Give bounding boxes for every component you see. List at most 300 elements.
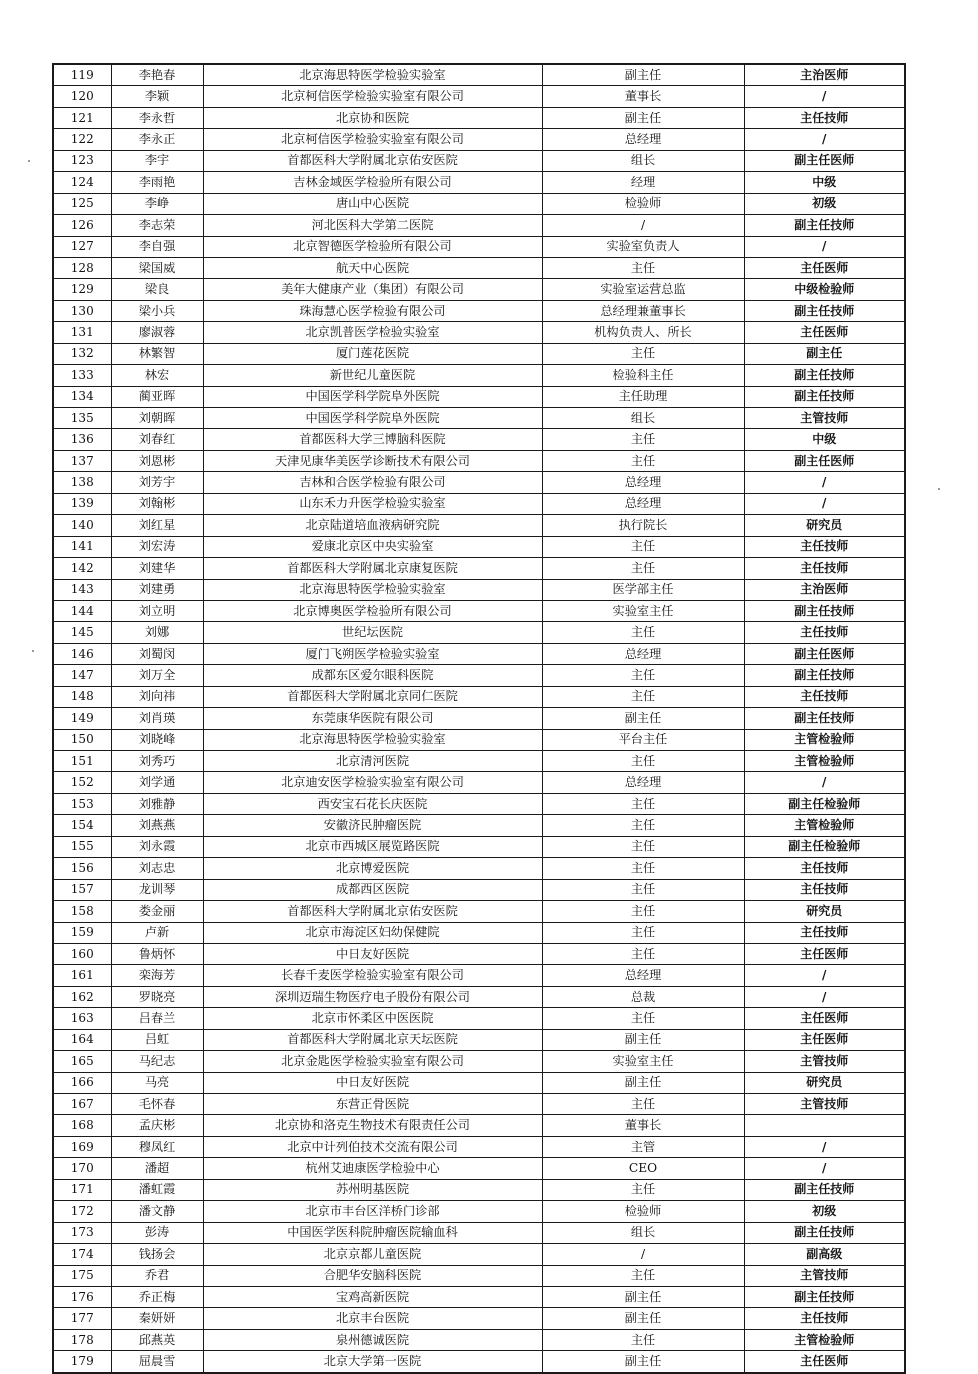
table-row (53, 493, 905, 514)
title-cell: 主治医师 (744, 579, 905, 600)
title-cell: 主任技师 (744, 536, 905, 557)
person-name-cell: 刘燕燕 (111, 815, 203, 836)
organization-cell: 泉州德诚医院 (203, 1329, 542, 1350)
title-cell: / (744, 129, 905, 150)
title-cell: 副主任医师 (744, 450, 905, 471)
table-row (53, 343, 905, 364)
row-number-cell: 137 (53, 450, 111, 471)
position-cell: 副主任 (542, 1351, 744, 1373)
person-name-cell: 孟庆彬 (111, 1115, 203, 1136)
position-cell: 总经理 (542, 129, 744, 150)
person-name-cell: 罗晓亮 (111, 986, 203, 1007)
organization-cell: 苏州明基医院 (203, 1179, 542, 1200)
person-name-cell: 刘芳宇 (111, 472, 203, 493)
position-cell: 主任 (542, 1265, 744, 1286)
table-row (53, 1008, 905, 1029)
person-name-cell: 刘立明 (111, 600, 203, 621)
table-row (53, 386, 905, 407)
row-number-cell: 166 (53, 1072, 111, 1093)
person-name-cell: 刘学通 (111, 772, 203, 793)
organization-cell: 中国医学医科院肿瘤医院输血科 (203, 1222, 542, 1243)
position-cell: 总裁 (542, 986, 744, 1007)
table-row (53, 836, 905, 857)
person-name-cell: 刘永霞 (111, 836, 203, 857)
table-row (53, 86, 905, 107)
table-row (53, 536, 905, 557)
title-cell: 主任技师 (744, 686, 905, 707)
title-cell: 副主任技师 (744, 600, 905, 621)
title-cell: 副主任 (744, 343, 905, 364)
row-number-cell: 134 (53, 386, 111, 407)
position-cell: 主任 (542, 665, 744, 686)
organization-cell: 天津见康华美医学诊断技术有限公司 (203, 450, 542, 471)
title-cell: 主任技师 (744, 922, 905, 943)
person-name-cell: 乔正梅 (111, 1286, 203, 1307)
row-number-cell: 153 (53, 793, 111, 814)
table-row (53, 858, 905, 879)
organization-cell: 唐山中心医院 (203, 193, 542, 214)
person-name-cell: 卢新 (111, 922, 203, 943)
title-cell: 副主任技师 (744, 386, 905, 407)
organization-cell: 山东禾力升医学检验实验室 (203, 493, 542, 514)
organization-cell: 北京京都儿童医院 (203, 1244, 542, 1265)
table-row (53, 257, 905, 278)
row-number-cell: 151 (53, 751, 111, 772)
position-cell: 主任 (542, 1179, 744, 1200)
position-cell: 副主任 (542, 708, 744, 729)
position-cell: 总经理 (542, 472, 744, 493)
table-row (53, 236, 905, 257)
organization-cell: 北京清河医院 (203, 751, 542, 772)
organization-cell: 北京市海淀区妇幼保健院 (203, 922, 542, 943)
position-cell: 副主任 (542, 1286, 744, 1307)
row-number-cell: 140 (53, 515, 111, 536)
organization-cell: 北京市西城区展览路医院 (203, 836, 542, 857)
row-number-cell: 124 (53, 172, 111, 193)
person-name-cell: 刘宏涛 (111, 536, 203, 557)
title-cell: 副主任技师 (744, 300, 905, 321)
row-number-cell: 126 (53, 215, 111, 236)
organization-cell: 北京博奥医学检验所有限公司 (203, 600, 542, 621)
organization-cell: 北京海思特医学检验实验室 (203, 64, 542, 86)
row-number-cell: 172 (53, 1201, 111, 1222)
table-row (53, 708, 905, 729)
row-number-cell: 128 (53, 257, 111, 278)
row-number-cell: 174 (53, 1244, 111, 1265)
person-name-cell: 李永正 (111, 129, 203, 150)
position-cell: 主任 (542, 879, 744, 900)
table-row (53, 279, 905, 300)
table-row (53, 472, 905, 493)
title-cell: / (744, 772, 905, 793)
organization-cell: 中日友好医院 (203, 943, 542, 964)
position-cell: 检验师 (542, 1201, 744, 1222)
table-row (53, 772, 905, 793)
title-cell: 中级 (744, 429, 905, 450)
table-row (53, 1286, 905, 1307)
title-cell: 中级 (744, 172, 905, 193)
organization-cell: 北京大学第一医院 (203, 1351, 542, 1373)
person-name-cell: 林宏 (111, 365, 203, 386)
organization-cell: 北京智德医学检验所有限公司 (203, 236, 542, 257)
row-number-cell: 139 (53, 493, 111, 514)
position-cell: 总经理 (542, 643, 744, 664)
organization-cell: 成都西区医院 (203, 879, 542, 900)
person-name-cell: 廖淑蓉 (111, 322, 203, 343)
organization-cell: 东营正骨医院 (203, 1094, 542, 1115)
title-cell: 副主任医师 (744, 150, 905, 171)
person-name-cell: 刘万全 (111, 665, 203, 686)
organization-cell: 中日友好医院 (203, 1072, 542, 1093)
table-row (53, 901, 905, 922)
title-cell: 副主任技师 (744, 708, 905, 729)
table-row (53, 450, 905, 471)
position-cell: 主管 (542, 1136, 744, 1157)
person-name-cell: 秦妍妍 (111, 1308, 203, 1329)
table-row (53, 1094, 905, 1115)
organization-cell: 杭州艾迪康医学检验中心 (203, 1158, 542, 1179)
position-cell: 实验室主任 (542, 1051, 744, 1072)
scan-speck (28, 160, 30, 162)
person-name-cell: 刘恩彬 (111, 450, 203, 471)
table-row (53, 1158, 905, 1179)
table-row (53, 515, 905, 536)
position-cell: 主任 (542, 858, 744, 879)
position-cell: 检验师 (542, 193, 744, 214)
person-name-cell: 梁国威 (111, 257, 203, 278)
row-number-cell: 154 (53, 815, 111, 836)
title-cell: / (744, 1158, 905, 1179)
title-cell: 研究员 (744, 515, 905, 536)
organization-cell: 首都医科大学附属北京天坛医院 (203, 1029, 542, 1050)
position-cell: 组长 (542, 408, 744, 429)
person-name-cell: 刘秀巧 (111, 751, 203, 772)
title-cell: / (744, 493, 905, 514)
position-cell: 机构负责人、所长 (542, 322, 744, 343)
table-row (53, 1029, 905, 1050)
person-name-cell: 刘肖瑛 (111, 708, 203, 729)
title-cell: / (744, 236, 905, 257)
table-row (53, 1115, 905, 1136)
table-row (53, 1179, 905, 1200)
position-cell: 执行院长 (542, 515, 744, 536)
row-number-cell: 150 (53, 729, 111, 750)
person-name-cell: 钱扬会 (111, 1244, 203, 1265)
title-cell: 主任医师 (744, 1008, 905, 1029)
table-row (53, 600, 905, 621)
title-cell: 副主任技师 (744, 1222, 905, 1243)
organization-cell: 北京市怀柔区中医医院 (203, 1008, 542, 1029)
position-cell: 医学部主任 (542, 579, 744, 600)
position-cell: 主任 (542, 686, 744, 707)
row-number-cell: 130 (53, 300, 111, 321)
table-row (53, 408, 905, 429)
organization-cell: 北京迪安医学检验实验室有限公司 (203, 772, 542, 793)
person-name-cell: 刘雅静 (111, 793, 203, 814)
table-row (53, 815, 905, 836)
scan-speck (32, 650, 34, 652)
person-name-cell: 潘超 (111, 1158, 203, 1179)
position-cell: 主任 (542, 815, 744, 836)
person-name-cell: 乔君 (111, 1265, 203, 1286)
position-cell: 总经理 (542, 965, 744, 986)
person-name-cell: 李永哲 (111, 107, 203, 128)
position-cell: 主任 (542, 836, 744, 857)
position-cell: 组长 (542, 1222, 744, 1243)
table-row (53, 686, 905, 707)
table-row (53, 429, 905, 450)
title-cell: 主任医师 (744, 1029, 905, 1050)
row-number-cell: 149 (53, 708, 111, 729)
person-name-cell: 李颖 (111, 86, 203, 107)
title-cell: 副主任技师 (744, 665, 905, 686)
organization-cell: 首都医科大学附属北京康复医院 (203, 558, 542, 579)
row-number-cell: 164 (53, 1029, 111, 1050)
organization-cell: 西安宝石花长庆医院 (203, 793, 542, 814)
person-name-cell: 蔺亚晖 (111, 386, 203, 407)
organization-cell: 成都东区爱尔眼科医院 (203, 665, 542, 686)
organization-cell: 珠海慧心医学检验有限公司 (203, 300, 542, 321)
row-number-cell: 177 (53, 1308, 111, 1329)
table-row (53, 300, 905, 321)
person-name-cell: 刘翰彬 (111, 493, 203, 514)
position-cell: 主任 (542, 1008, 744, 1029)
row-number-cell: 168 (53, 1115, 111, 1136)
table-row (53, 943, 905, 964)
title-cell: 主管技师 (744, 408, 905, 429)
organization-cell: 北京海思特医学检验实验室 (203, 579, 542, 600)
organization-cell: 北京市丰台区洋桥门诊部 (203, 1201, 542, 1222)
row-number-cell: 157 (53, 879, 111, 900)
table-row (53, 129, 905, 150)
organization-cell: 航天中心医院 (203, 257, 542, 278)
title-cell: 主管检验师 (744, 815, 905, 836)
person-name-cell: 刘春红 (111, 429, 203, 450)
row-number-cell: 160 (53, 943, 111, 964)
organization-cell: 北京协和医院 (203, 107, 542, 128)
position-cell: 主任 (542, 450, 744, 471)
person-name-cell: 龙训琴 (111, 879, 203, 900)
title-cell: 主治医师 (744, 64, 905, 86)
person-name-cell: 马亮 (111, 1072, 203, 1093)
organization-cell: 北京金匙医学检验实验室有限公司 (203, 1051, 542, 1072)
personnel-table (52, 63, 906, 1374)
organization-cell: 中国医学科学院阜外医院 (203, 408, 542, 429)
title-cell: / (744, 86, 905, 107)
title-cell: 主管检验师 (744, 1329, 905, 1350)
row-number-cell: 167 (53, 1094, 111, 1115)
person-name-cell: 刘建勇 (111, 579, 203, 600)
person-name-cell: 邱燕英 (111, 1329, 203, 1350)
title-cell: 主任医师 (744, 322, 905, 343)
table-row (53, 172, 905, 193)
organization-cell: 中国医学科学院阜外医院 (203, 386, 542, 407)
position-cell: 主任 (542, 1329, 744, 1350)
title-cell: 初级 (744, 1201, 905, 1222)
table-row (53, 579, 905, 600)
row-number-cell: 162 (53, 986, 111, 1007)
table-row (53, 879, 905, 900)
row-number-cell: 159 (53, 922, 111, 943)
table-row (53, 1244, 905, 1265)
table-row (53, 1051, 905, 1072)
title-cell: 副主任技师 (744, 365, 905, 386)
organization-cell: 厦门飞朔医学检验实验室 (203, 643, 542, 664)
title-cell: 副主任技师 (744, 215, 905, 236)
title-cell: 主管技师 (744, 1265, 905, 1286)
title-cell (744, 1115, 905, 1136)
table-row (53, 665, 905, 686)
title-cell: 副主任医师 (744, 643, 905, 664)
row-number-cell: 122 (53, 129, 111, 150)
table-row (53, 1222, 905, 1243)
position-cell: 主任 (542, 622, 744, 643)
organization-cell: 河北医科大学第二医院 (203, 215, 542, 236)
scan-speck (938, 488, 940, 490)
row-number-cell: 143 (53, 579, 111, 600)
person-name-cell: 李宇 (111, 150, 203, 171)
table-row (53, 751, 905, 772)
table-row (53, 1329, 905, 1350)
row-number-cell: 120 (53, 86, 111, 107)
table-row (53, 365, 905, 386)
row-number-cell: 165 (53, 1051, 111, 1072)
person-name-cell: 彭涛 (111, 1222, 203, 1243)
row-number-cell: 132 (53, 343, 111, 364)
table-row (53, 64, 905, 86)
title-cell: 主任技师 (744, 879, 905, 900)
person-name-cell: 娄金丽 (111, 901, 203, 922)
organization-cell: 北京陆道培血液病研究院 (203, 515, 542, 536)
position-cell: 总经理兼董事长 (542, 300, 744, 321)
title-cell: 初级 (744, 193, 905, 214)
person-name-cell: 李雨艳 (111, 172, 203, 193)
row-number-cell: 147 (53, 665, 111, 686)
table-row (53, 322, 905, 343)
row-number-cell: 138 (53, 472, 111, 493)
person-name-cell: 刘晓峰 (111, 729, 203, 750)
position-cell: 副主任 (542, 107, 744, 128)
title-cell: 主任技师 (744, 622, 905, 643)
organization-cell: 厦门莲花医院 (203, 343, 542, 364)
position-cell: / (542, 215, 744, 236)
row-number-cell: 161 (53, 965, 111, 986)
row-number-cell: 119 (53, 64, 111, 86)
title-cell: 主任技师 (744, 858, 905, 879)
organization-cell: 首都医科大学附属北京同仁医院 (203, 686, 542, 707)
position-cell: 主任 (542, 943, 744, 964)
position-cell: 主任 (542, 536, 744, 557)
organization-cell: 北京柯信医学检验实验室有限公司 (203, 129, 542, 150)
row-number-cell: 173 (53, 1222, 111, 1243)
row-number-cell: 142 (53, 558, 111, 579)
organization-cell: 美年大健康产业（集团）有限公司 (203, 279, 542, 300)
title-cell: 副主任检验师 (744, 836, 905, 857)
title-cell: 主管技师 (744, 1051, 905, 1072)
organization-cell: 首都医科大学附属北京佑安医院 (203, 901, 542, 922)
organization-cell: 吉林金域医学检验所有限公司 (203, 172, 542, 193)
person-name-cell: 吕虹 (111, 1029, 203, 1050)
organization-cell: 北京丰台医院 (203, 1308, 542, 1329)
organization-cell: 首都医科大学三博脑科医院 (203, 429, 542, 450)
title-cell: 主任技师 (744, 1308, 905, 1329)
person-name-cell: 潘文静 (111, 1201, 203, 1222)
row-number-cell: 129 (53, 279, 111, 300)
row-number-cell: 152 (53, 772, 111, 793)
title-cell: 中级检验师 (744, 279, 905, 300)
title-cell: 主管检验师 (744, 751, 905, 772)
organization-cell: 新世纪儿童医院 (203, 365, 542, 386)
position-cell: 主任 (542, 1094, 744, 1115)
table-row (53, 107, 905, 128)
table-row (53, 558, 905, 579)
table-row (53, 622, 905, 643)
organization-cell: 北京协和洛克生物技术有限责任公司 (203, 1115, 542, 1136)
row-number-cell: 155 (53, 836, 111, 857)
row-number-cell: 176 (53, 1286, 111, 1307)
organization-cell: 首都医科大学附属北京佑安医院 (203, 150, 542, 171)
organization-cell: 北京海思特医学检验实验室 (203, 729, 542, 750)
title-cell: 主管技师 (744, 1094, 905, 1115)
position-cell: 主任 (542, 343, 744, 364)
table-row (53, 965, 905, 986)
title-cell: 主任医师 (744, 257, 905, 278)
person-name-cell: 刘朝晖 (111, 408, 203, 429)
table-row (53, 922, 905, 943)
title-cell: 主管检验师 (744, 729, 905, 750)
title-cell: 主任医师 (744, 1351, 905, 1373)
row-number-cell: 135 (53, 408, 111, 429)
position-cell: 实验室运营总监 (542, 279, 744, 300)
row-number-cell: 156 (53, 858, 111, 879)
person-name-cell: 毛怀春 (111, 1094, 203, 1115)
title-cell: 主任技师 (744, 107, 905, 128)
person-name-cell: 李志荣 (111, 215, 203, 236)
title-cell: 副高级 (744, 1244, 905, 1265)
row-number-cell: 169 (53, 1136, 111, 1157)
position-cell: 实验室主任 (542, 600, 744, 621)
position-cell: 主任助理 (542, 386, 744, 407)
person-name-cell: 林繁智 (111, 343, 203, 364)
title-cell: 研究员 (744, 1072, 905, 1093)
table-row (53, 986, 905, 1007)
position-cell: CEO (542, 1158, 744, 1179)
person-name-cell: 刘向祎 (111, 686, 203, 707)
organization-cell: 深圳迈瑞生物医疗电子股份有限公司 (203, 986, 542, 1007)
person-name-cell: 李自强 (111, 236, 203, 257)
table-row (53, 1308, 905, 1329)
organization-cell: 北京柯信医学检验实验室有限公司 (203, 86, 542, 107)
row-number-cell: 170 (53, 1158, 111, 1179)
table-row (53, 793, 905, 814)
person-name-cell: 马纪志 (111, 1051, 203, 1072)
row-number-cell: 145 (53, 622, 111, 643)
title-cell: / (744, 965, 905, 986)
organization-cell: 安徽济民肿瘤医院 (203, 815, 542, 836)
position-cell: 主任 (542, 257, 744, 278)
position-cell: 副主任 (542, 1308, 744, 1329)
position-cell: 董事长 (542, 86, 744, 107)
position-cell: 检验科主任 (542, 365, 744, 386)
table-body (53, 64, 905, 1373)
person-name-cell: 栾海芳 (111, 965, 203, 986)
row-number-cell: 121 (53, 107, 111, 128)
title-cell: 副主任检验师 (744, 793, 905, 814)
person-name-cell: 刘红星 (111, 515, 203, 536)
organization-cell: 吉林和合医学检验有限公司 (203, 472, 542, 493)
row-number-cell: 131 (53, 322, 111, 343)
row-number-cell: 158 (53, 901, 111, 922)
